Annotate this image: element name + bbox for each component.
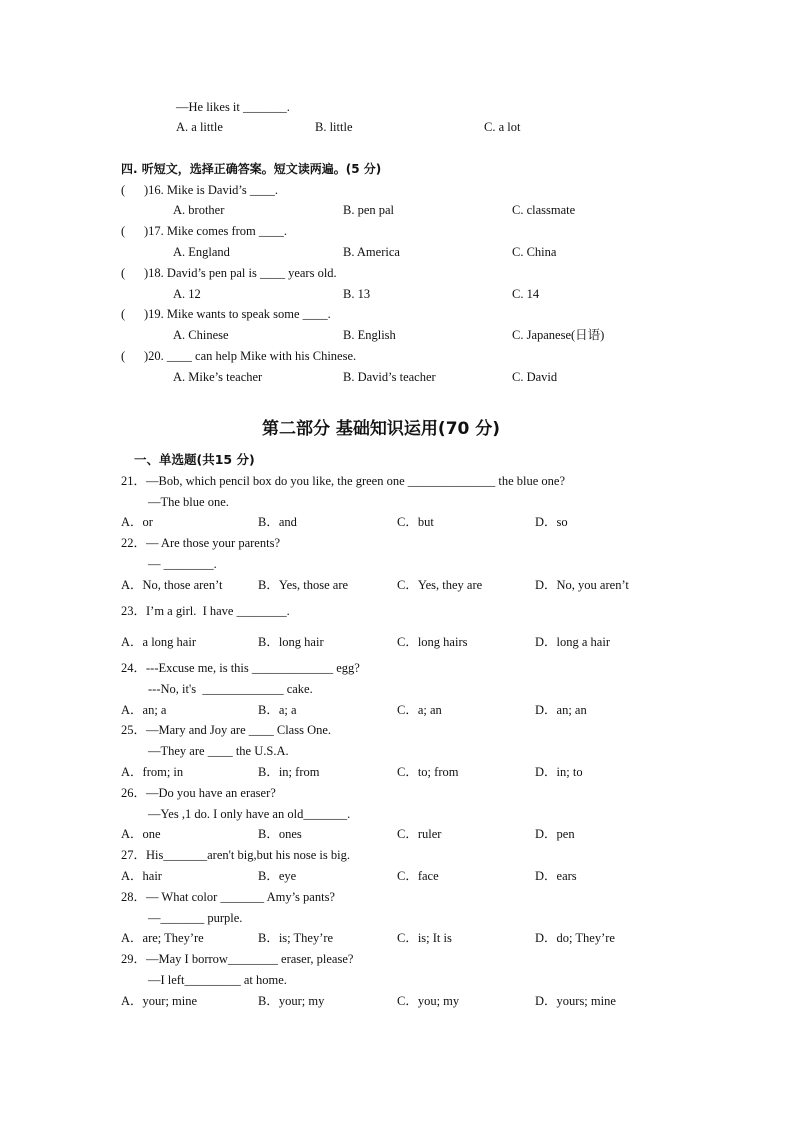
option-c: C．face <box>397 869 439 883</box>
question-text: )17. Mike comes from ____. <box>144 224 288 238</box>
option-d: D．yours; mine <box>535 994 616 1008</box>
option-c: C．you; my <box>397 994 460 1008</box>
option-b: B. pen pal <box>343 203 395 217</box>
option-a: A．hair <box>121 869 162 883</box>
prev-option-b: B. little <box>315 120 353 134</box>
option-b: B．and <box>258 515 297 529</box>
section-heading: 一、单选题(共15 分) <box>134 452 255 467</box>
option-a: A. 12 <box>173 287 201 301</box>
option-b: B．Yes, those are <box>258 578 349 592</box>
question-text: 24．---Excuse me, is this _____________ egg? <box>121 661 360 675</box>
option-c: C．is; It is <box>397 931 452 945</box>
option-d: D．in; to <box>535 765 583 779</box>
listening-heading: 四. 听短文，选择正确答案。短文读两遍。(5 分) <box>121 162 382 176</box>
option-a: A．No, those aren’t <box>121 578 223 592</box>
option-d: D．pen <box>535 827 575 841</box>
question-text: 22．— Are those your parents? <box>121 536 280 550</box>
option-b: B．a; a <box>258 703 297 717</box>
option-c: C. China <box>512 245 557 259</box>
answer-paren: ( <box>121 183 126 197</box>
option-a: A．a long hair <box>121 635 196 649</box>
question-text-line2: —The blue one. <box>148 495 229 509</box>
option-a: A．from; in <box>121 765 184 779</box>
option-a: A. Chinese <box>173 328 229 342</box>
part-title: 第二部分 基础知识运用(70 分) <box>262 419 501 439</box>
option-b: B．your; my <box>258 994 325 1008</box>
question-text-line2: —They are ____ the U.S.A. <box>148 744 289 758</box>
option-b: B．ones <box>258 827 302 841</box>
option-a: A. Mike’s teacher <box>173 370 263 384</box>
option-c: C．to; from <box>397 765 459 779</box>
option-c: C．but <box>397 515 434 529</box>
option-c: C. Japanese(日语) <box>512 328 605 342</box>
option-c: C．a; an <box>397 703 442 717</box>
answer-paren: ( <box>121 224 126 238</box>
option-a: A．an; a <box>121 703 167 717</box>
option-a: A．are; They’re <box>121 931 204 945</box>
option-d: D．long a hair <box>535 635 610 649</box>
option-b: B. America <box>343 245 400 259</box>
question-text: 26．—Do you have an eraser? <box>121 786 276 800</box>
option-b: B. 13 <box>343 287 371 301</box>
answer-paren: ( <box>121 307 126 321</box>
option-a: A．your; mine <box>121 994 198 1008</box>
prev-option-a: A. a little <box>176 120 223 134</box>
answer-paren: ( <box>121 266 126 280</box>
option-d: D．ears <box>535 869 577 883</box>
option-d: D．so <box>535 515 568 529</box>
question-text: 29．—May I borrow________ eraser, please? <box>121 952 354 966</box>
option-c: C．long hairs <box>397 635 468 649</box>
option-c: C. David <box>512 370 558 384</box>
prev-answer-line: —He likes it _______. <box>176 100 290 114</box>
option-b: B．in; from <box>258 765 320 779</box>
option-c: C．ruler <box>397 827 442 841</box>
question-text-line2: —Yes ,1 do. I only have an old_______. <box>148 807 351 821</box>
option-d: D．do; They’re <box>535 931 615 945</box>
question-text-line2: —_______ purple. <box>148 911 243 925</box>
question-text: )20. ____ can help Mike with his Chinese. <box>144 349 357 363</box>
option-b: B. English <box>343 328 396 342</box>
prev-option-c: C. a lot <box>484 120 521 134</box>
question-text: 23．I’m a girl. I have ________. <box>121 604 290 618</box>
option-c: C．Yes, they are <box>397 578 483 592</box>
option-b: B. David’s teacher <box>343 370 436 384</box>
option-b: B．is; They’re <box>258 931 334 945</box>
option-c: C. classmate <box>512 203 576 217</box>
answer-paren: ( <box>121 349 126 363</box>
option-b: B．eye <box>258 869 297 883</box>
option-c: C. 14 <box>512 287 540 301</box>
question-text-line2: ---No, it's _____________ cake. <box>148 682 313 696</box>
question-text: 21．—Bob, which pencil box do you like, the green one ______________ the blue one? <box>121 474 566 488</box>
option-a: A. brother <box>173 203 225 217</box>
option-a: A．one <box>121 827 161 841</box>
option-a: A．or <box>121 515 153 529</box>
question-text-line2: —I left_________ at home. <box>148 973 287 987</box>
question-text: )18. David’s pen pal is ____ years old. <box>144 266 337 280</box>
option-b: B．long hair <box>258 635 324 649</box>
option-a: A. England <box>173 245 230 259</box>
question-text: 27．His_______aren't big,but his nose is big. <box>121 848 350 862</box>
question-text: 25．—Mary and Joy are ____ Class One. <box>121 723 332 737</box>
option-d: D．No, you aren’t <box>535 578 629 592</box>
question-text: )19. Mike wants to speak some ____. <box>144 307 331 321</box>
question-text-line2: — ________. <box>148 557 217 571</box>
question-text: 28．— What color _______ Amy’s pants? <box>121 890 335 904</box>
question-text: )16. Mike is David’s ____. <box>144 183 279 197</box>
option-d: D．an; an <box>535 703 587 717</box>
